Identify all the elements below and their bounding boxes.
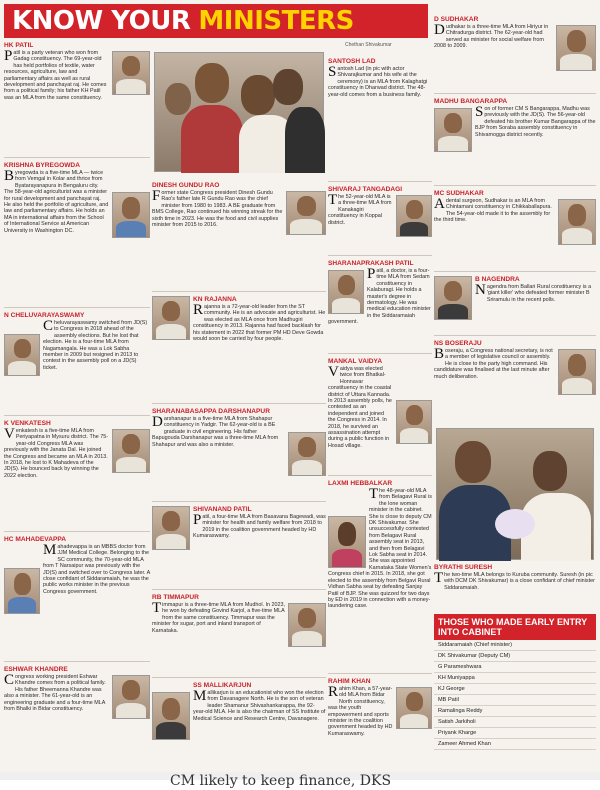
minister-name: LAXMI HEBBALKAR [328, 480, 393, 487]
minister-bio: Rajanna is a 72-year-old leader from the ST community. He is an advocate and agriculturist. He was elected as MLA once from Madhugiri constituency in 2013. Rajanna had faced backlash for his statement in 2022 that former PM HD Deve Gowda would soon be carried by four people. [193, 302, 326, 343]
minister-name: HC MAHADEVAPPA [4, 536, 67, 543]
list-item: DK Shivakumar (Deputy CM) [434, 651, 596, 662]
minister-name: KN RAJANNA [193, 296, 237, 303]
card-rahim-khan [328, 676, 432, 770]
list-item: Priyank Kharge [434, 728, 596, 739]
minister-photo [112, 51, 150, 95]
minister-photo [288, 432, 326, 476]
early-entry-list [434, 640, 596, 750]
list-item: Satish Jarkiholi [434, 717, 596, 728]
list-item: KJ George [434, 684, 596, 695]
minister-photo [288, 603, 326, 647]
card-sharanabasappa-darshanapur [152, 406, 326, 502]
minister-photo [396, 687, 432, 729]
minister-bio: Venkatesh is a five-time MLA from Periyapatna in Mysuru district. The 75-year-old Congress MLA was previously with the Janata Dal. He joined the Congress and became an MLA in 2013. In 2018, he lost to K Mahadeva of the JD(S). He bounced back by winning the 2022 election. [4, 426, 109, 479]
card-ss-mallikarjun [152, 680, 326, 770]
page-masthead [4, 4, 428, 38]
swearing-in-photo [154, 52, 324, 172]
minister-photo [434, 276, 472, 320]
masthead-title-part1: KNOW YOUR [12, 6, 191, 36]
card-hc-mahadevappa [4, 534, 150, 662]
minister-bio: Patil, a four-time MLA from Basavana Bagewadi, was minister for health and family welfare from 2018 to 2019 in the coalition government headed by HD Kumaraswamy. [193, 512, 326, 540]
minister-name: B NAGENDRA [475, 276, 520, 283]
minister-photo [558, 349, 596, 395]
card-d-sudhakar [434, 14, 596, 94]
minister-bio: Byregowda is a five-time MLA — twice from Vemgal in Kolar and thrice from Byatarayanapura in Bengaluru city. The 58-year-old agriculturist was a minister for rural development and panchayat raj. He also held the portfolio of agriculture, and law and parliamentary affairs. He holds an MA in international affairs from the School of International Service at American University in Washington DC. [4, 168, 109, 234]
minister-name: K VENKATESH [4, 420, 51, 427]
minister-photo [4, 334, 40, 376]
minister-bio: A dental surgeon, Sudhakar is an MLA from Chintamani constituency in Chikkaballapura. The 54-year-old made it to the assembly for the third time. [434, 196, 552, 224]
minister-photo [4, 568, 40, 614]
minister-bio: The two-time MLA belongs to Kuruba community. Suresh (in pic with DCM DK Shivakumar) is a close confidant of chief minister Siddaramaiah. [434, 570, 595, 591]
minister-name: NS BOSERAJU [434, 340, 482, 347]
minister-photo [286, 191, 326, 235]
minister-name: DINESH GUNDU RAO [152, 182, 220, 189]
minister-bio: Former state Congress president Dinesh Gundu Rao's father late R Gundu Rao was the chief minister from 1980 to 1983. A BE graduate from BMS College, Rao continued his winning streak for the sixth time in 2023. He was the food and civil supplies minister from 2015 to 2016. [152, 188, 283, 229]
minister-name: SS MALLIKARJUN [193, 682, 252, 689]
list-item: G Parameshwara [434, 662, 596, 673]
card-madhu-bangarappa [434, 96, 596, 186]
card-eshwar-khandre [4, 664, 150, 770]
minister-bio: Rahim Khan, a 57-year-old MLA from Bidar North constituency, was the youth empowerment and sports minister in the coalition government headed by HD Kumaraswamy. [328, 684, 393, 737]
card-krishna-byregowda [4, 160, 150, 308]
minister-bio: Dudhakar is a three-time MLA from Hiriyur in Chitradurga district. The 62-year-old had served as minister for social welfare from 2008 to 2009. [434, 22, 549, 50]
card-k-venkatesh [4, 418, 150, 532]
minister-photo [328, 516, 366, 568]
early-entry-box [434, 614, 596, 772]
minister-bio: Cheluvarayaswamy switched from JD(S) to Congress in 2018 ahead of the assembly elections. But he lost that election. He is a four-time MLA from Nagamangala. He was a Lok Sabha member in 2009 but resigned in 2013 to contest in the assembly poll on a JD(S) ticket. [43, 318, 148, 371]
minister-name: HK PATIL [4, 42, 34, 49]
card-shivaraj-tangadagi [328, 184, 432, 256]
minister-photo [112, 192, 150, 238]
minister-photo [112, 429, 150, 473]
minister-bio: Darshanapur is a five-time MLA from Shahapur constituency in Yadgir. The 62-year-old is a BE graduate in civil engineering. His father Bapugouda Darshanapur was a three-time MLA from Shahapur and was also a minister. [152, 414, 279, 448]
minister-name: SHIVANAND PATIL [193, 506, 252, 513]
list-item: MB Patil [434, 695, 596, 706]
bottom-headline-fragment: CM likely to keep finance, DKS [0, 772, 600, 780]
minister-name: SHARANABASAPPA DARSHANAPUR [152, 408, 270, 415]
masthead-title-part2: MINISTERS [198, 6, 354, 36]
byrathi-suresh-photo [436, 428, 594, 560]
minister-bio: Congress working president Eshwar Khandre comes from a political family. His father Bheemanna Khandre was also a minister. The 61-year-old is an engineering graduate and a four-time MLA from Bhalki in Bidar constituency. [4, 672, 106, 713]
minister-name: SHIVARAJ TANGADAGI [328, 186, 403, 193]
minister-photo [152, 296, 190, 340]
minister-name: ESHWAR KHANDRE [4, 666, 68, 673]
minister-bio: Mallikarjun is an educationist who won the election from Davanagere North. He is the son of veteran leader Shamanur Shivashankarappa, the 92-year-old MLA. He is also the chairman of SS Institute of Medical Science and Research Centre, Davanagere. [193, 688, 326, 722]
minister-name: SANTOSH LAD [328, 58, 376, 65]
minister-name: MC SUDHAKAR [434, 190, 484, 197]
minister-name: SHARANAPRAKASH PATIL [328, 260, 414, 267]
minister-photo [328, 270, 364, 314]
minister-bio: Timmapur is a three-time MLA from Mudhol. In 2023, he won by defeating Govind Karjol, a five-time MLA from the same constituency. Timmapur was the minister for sugar, port and inland transport of Karnataka. [152, 600, 286, 634]
minister-name: N CHELUVARAYASWAMY [4, 312, 85, 319]
minister-name: MADHU BANGARAPPA [434, 98, 508, 105]
card-b-nagendra [434, 274, 596, 336]
card-rb-timmapur [152, 592, 326, 678]
list-item: KH Muniyappa [434, 673, 596, 684]
minister-photo [558, 199, 596, 245]
minister-photo [556, 25, 596, 71]
list-item: Siddaramaiah (Chief minister) [434, 640, 596, 651]
byline: Chethan Shivakumar [345, 42, 392, 48]
minister-bio: Boseraju, a Congress national secretary, is not a member of legislative council or assembly. He is close to the party high command. His candidature was finalised at the last minute after much deliberation. [434, 346, 553, 380]
minister-bio: The 52-year-old MLA is a three-time MLA from Kanakagiri constituency in Koppal district. [328, 192, 392, 226]
minister-bio: Nagendra from Ballari Rural constituency is a 'giant killer' who defeated former minister B Sriramulu in the recent polls. [475, 282, 592, 303]
card-mc-sudhakar [434, 188, 596, 272]
card-laxmi-hebbalkar [328, 478, 432, 674]
card-byrathi-suresh [434, 562, 596, 614]
minister-photo [152, 506, 190, 550]
minister-name: D SUDHAKAR [434, 16, 479, 23]
card-santosh-lad [328, 56, 432, 182]
minister-name: RAHIM KHAN [328, 678, 371, 685]
minister-bio: The 48-year-old MLA from Belagavi Rural is the lone woman minister in the cabinet. She is close to deputy CM DK Shivakumar. She unsuccessfully contested from Belagavi Rural assembly seat in 2013, and then from Belagavi Lok Sabha seat in 2014. She was appointed Karnataka State Women's Congress chief in 2015. In 2018, she got elected to the assembly from Belgavi Rural Vidhan Sabha seat by defeating Sanjay Patil of BJP. She was quizzed for two days by ED in 2019 in connection with a money-laundering case. [328, 486, 432, 610]
card-dinesh-gundu-rao [152, 180, 326, 292]
minister-bio: Patil is a party veteran who won from Gadag constituency. The 69-year-old has held portfolios of textile, water resources, agriculture, law and parliamentary affairs as well as rural development and panchayat raj. He comes from a political family; his father KH Patil was an MLA from the same constituency. [4, 48, 107, 101]
minister-photo [152, 692, 190, 740]
card-shivanand-patil [152, 504, 326, 590]
card-n-cheluvarayaswamy [4, 310, 150, 416]
minister-photo [112, 675, 150, 719]
minister-bio: Vaidya was elected twice from Bhatkal-Honnavar constituency in the coastal district of Uttara Kannada. In 2013 assembly polls, he contested as an independent and joined the Congress in 2014. In 2018, he survived an assassination attempt during a public function in Hosad village. [328, 364, 392, 449]
list-item: Ramalinga Reddy [434, 706, 596, 717]
minister-bio: Mahadevappa is an MBBS doctor from JJM Medical College. Belonging to the SC community, the 70-year-old MLA from T Narsaipur was previously with the JD(S) and switched over to Congress later. A close confidant of Siddaramaiah, he was the public works minister in the previous Congress government. [43, 542, 150, 595]
early-entry-title: THOSE WHO MADE EARLY ENTRY INTO CABINET [434, 614, 596, 640]
card-mankal-vaidya [328, 356, 432, 476]
minister-name: BYRATHI SURESH [434, 564, 493, 571]
minister-photo [396, 400, 432, 444]
card-hk-patil [4, 40, 150, 158]
minister-bio: Son of former CM S Bangarappa, Madhu was previously with the JD(S). The 56-year-old defeated his brother Kumar Bangarappa of the BJP from Soraba assembly constituency in Shivamogga district recently. [475, 104, 596, 138]
list-item: Zameer Ahmed Khan [434, 739, 596, 750]
minister-name: KRISHNA BYREGOWDA [4, 162, 80, 169]
minister-bio: Santosh Lad (in pic with actor Shivarajkumar and his wife at the ceremony) is an MLA from Kalaghatgi constituency in Dharwad district. The 48-year-old comes from a business family. [328, 64, 428, 98]
minister-photo [396, 195, 432, 237]
minister-bio: Patil, a doctor, is a four-time MLA from Sedam constituency in Kalaburagi. He holds a master's degree in dermatology. He was medical education minister in the Siddaramaiah government. [328, 266, 431, 326]
minister-name: RB TIMMAPUR [152, 594, 199, 601]
card-ns-boseraju [434, 338, 596, 426]
card-kn-rajanna [152, 294, 326, 404]
card-sharanaprakash-patil [328, 258, 432, 354]
minister-photo [434, 108, 472, 152]
minister-name: MANKAL VAIDYA [328, 358, 383, 365]
